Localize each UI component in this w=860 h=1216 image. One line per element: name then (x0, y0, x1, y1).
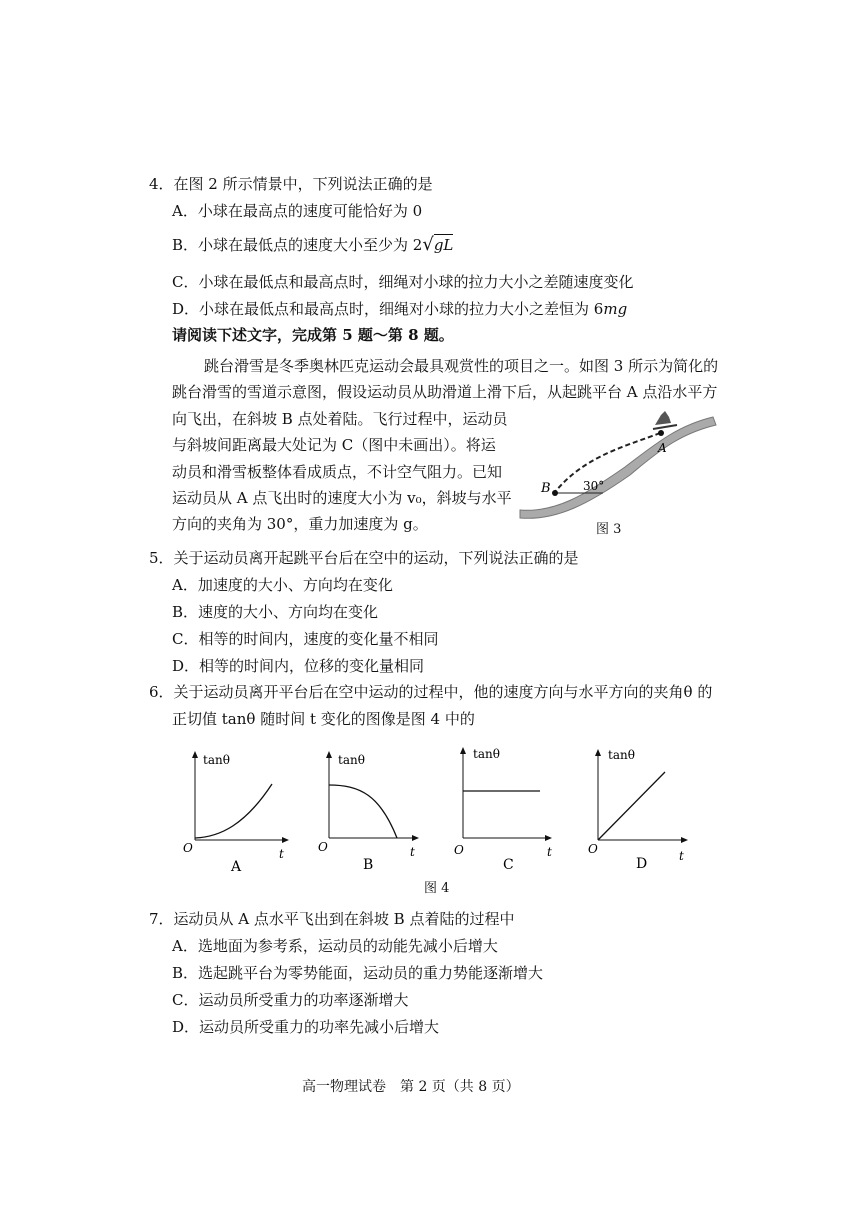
graph-c-xlabel: t (547, 845, 552, 859)
point-a (658, 430, 664, 436)
q6-stem-line-2: 正切值 tanθ 随时间 t 变化的图像是图 4 中的 (172, 710, 475, 728)
label-b: B (541, 481, 551, 496)
passage-line-4: 与斜坡间距离最大处记为 C（图中未画出）。将运 (172, 436, 496, 454)
point-b (552, 490, 558, 496)
graph-b-xlabel: t (410, 845, 415, 859)
graph-a-curve (195, 784, 272, 838)
q5-stem: 5．关于运动员离开起跳平台后在空中的运动，下列说法正确的是 (149, 549, 579, 567)
figure-3-ski-jump (515, 385, 720, 535)
graph-c-ylabel: tanθ (473, 747, 500, 761)
label-a: A (658, 441, 667, 455)
graph-d-line (598, 772, 665, 840)
graph-a-label: A (231, 859, 242, 875)
q4-option-d (172, 298, 627, 319)
sqrt-sign: √ (422, 234, 434, 255)
page-footer: 高一物理试卷 第 2 页（共 8 页） (302, 1079, 520, 1095)
passage-line-6: 运动员从 A 点飞出时的速度大小为 v₀，斜坡与水平 (172, 489, 512, 507)
graph-d-label: D (636, 856, 648, 872)
q4-option-d-text: D．小球在最低点和最高点时，细绳对小球的拉力大小之差恒为 6 (172, 300, 604, 318)
passage-line-3: 向飞出，在斜坡 B 点处着陆。飞行过程中，运动员 (172, 410, 508, 428)
graph-b-curve (329, 785, 397, 838)
graph-a-ylabel: tanθ (203, 753, 230, 767)
q4-option-b (172, 234, 453, 255)
q4-option-b-text: B．小球在最低点的速度大小至少为 2 (172, 236, 423, 254)
q4-stem: 4．在图 2 所示情景中，下列说法正确的是 (149, 175, 433, 193)
graph-a-xlabel: t (279, 847, 284, 861)
ski-icon (653, 425, 677, 429)
q4-option-b-radicand: gL (433, 236, 454, 254)
graph-d-ylabel: tanθ (608, 748, 635, 762)
passage-line-2: 跳台滑雪的雪道示意图，假设运动员从助滑道上滑下后，从起跳平台 A 点沿水平方 (172, 383, 718, 401)
angle-label: 30° (583, 479, 605, 493)
graph-c-origin: O (454, 843, 464, 857)
slope-shape (520, 417, 716, 518)
q4-option-d-mg: mg (603, 300, 628, 318)
figure-3-caption: 图 3 (596, 522, 622, 537)
graph-d-xlabel: t (679, 849, 684, 863)
graph-b-label: B (363, 857, 374, 873)
graph-b-origin: O (318, 840, 328, 854)
graph-a-origin: O (183, 841, 193, 855)
figure-4-graphs (175, 740, 705, 875)
q7-option-c: C．运动员所受重力的功率逐渐增大 (172, 991, 409, 1009)
graph-d (588, 748, 687, 872)
graph-c-label: C (503, 857, 514, 873)
instruction: 请阅读下述文字，完成第 5 题～第 8 题。 (172, 326, 454, 344)
q5-option-b: B．速度的大小、方向均在变化 (172, 603, 379, 621)
q7-option-a: A．选地面为参考系，运动员的动能先减小后增大 (172, 937, 498, 955)
q7-option-d: D．运动员所受重力的功率先减小后增大 (172, 1018, 440, 1036)
skier-icon (655, 411, 671, 425)
figure-4-caption: 图 4 (424, 881, 450, 896)
graph-b-ylabel: tanθ (338, 753, 365, 767)
q7-option-b: B．选起跳平台为零势能面，运动员的重力势能逐渐增大 (172, 964, 544, 982)
q4-option-a: A．小球在最高点的速度可能恰好为 0 (172, 202, 423, 220)
passage-line-7: 方向的夹角为 30°，重力加速度为 g。 (172, 515, 428, 533)
passage-line-1: 跳台滑雪是冬季奥林匹克运动会最具观赏性的项目之一。如图 3 所示为简化的 (204, 357, 719, 375)
q5-option-a: A．加速度的大小、方向均在变化 (172, 576, 393, 594)
graph-c (454, 747, 552, 873)
q7-stem: 7．运动员从 A 点水平飞出到在斜坡 B 点着陆的过程中 (149, 910, 515, 928)
graph-b (318, 752, 418, 873)
q5-option-d: D．相等的时间内，位移的变化量相同 (172, 657, 425, 675)
graph-d-origin: O (588, 842, 598, 856)
passage-line-5: 动员和滑雪板整体看成质点，不计空气阻力。已知 (172, 463, 503, 481)
graph-a (183, 752, 288, 875)
q5-option-c: C．相等的时间内，速度的变化量不相同 (172, 630, 439, 648)
q4-option-c: C．小球在最低点和最高点时，细绳对小球的拉力大小之差随速度变化 (172, 273, 634, 291)
q6-stem-line-1: 6．关于运动员离开平台后在空中运动的过程中，他的速度方向与水平方向的夹角θ 的 (149, 683, 713, 701)
